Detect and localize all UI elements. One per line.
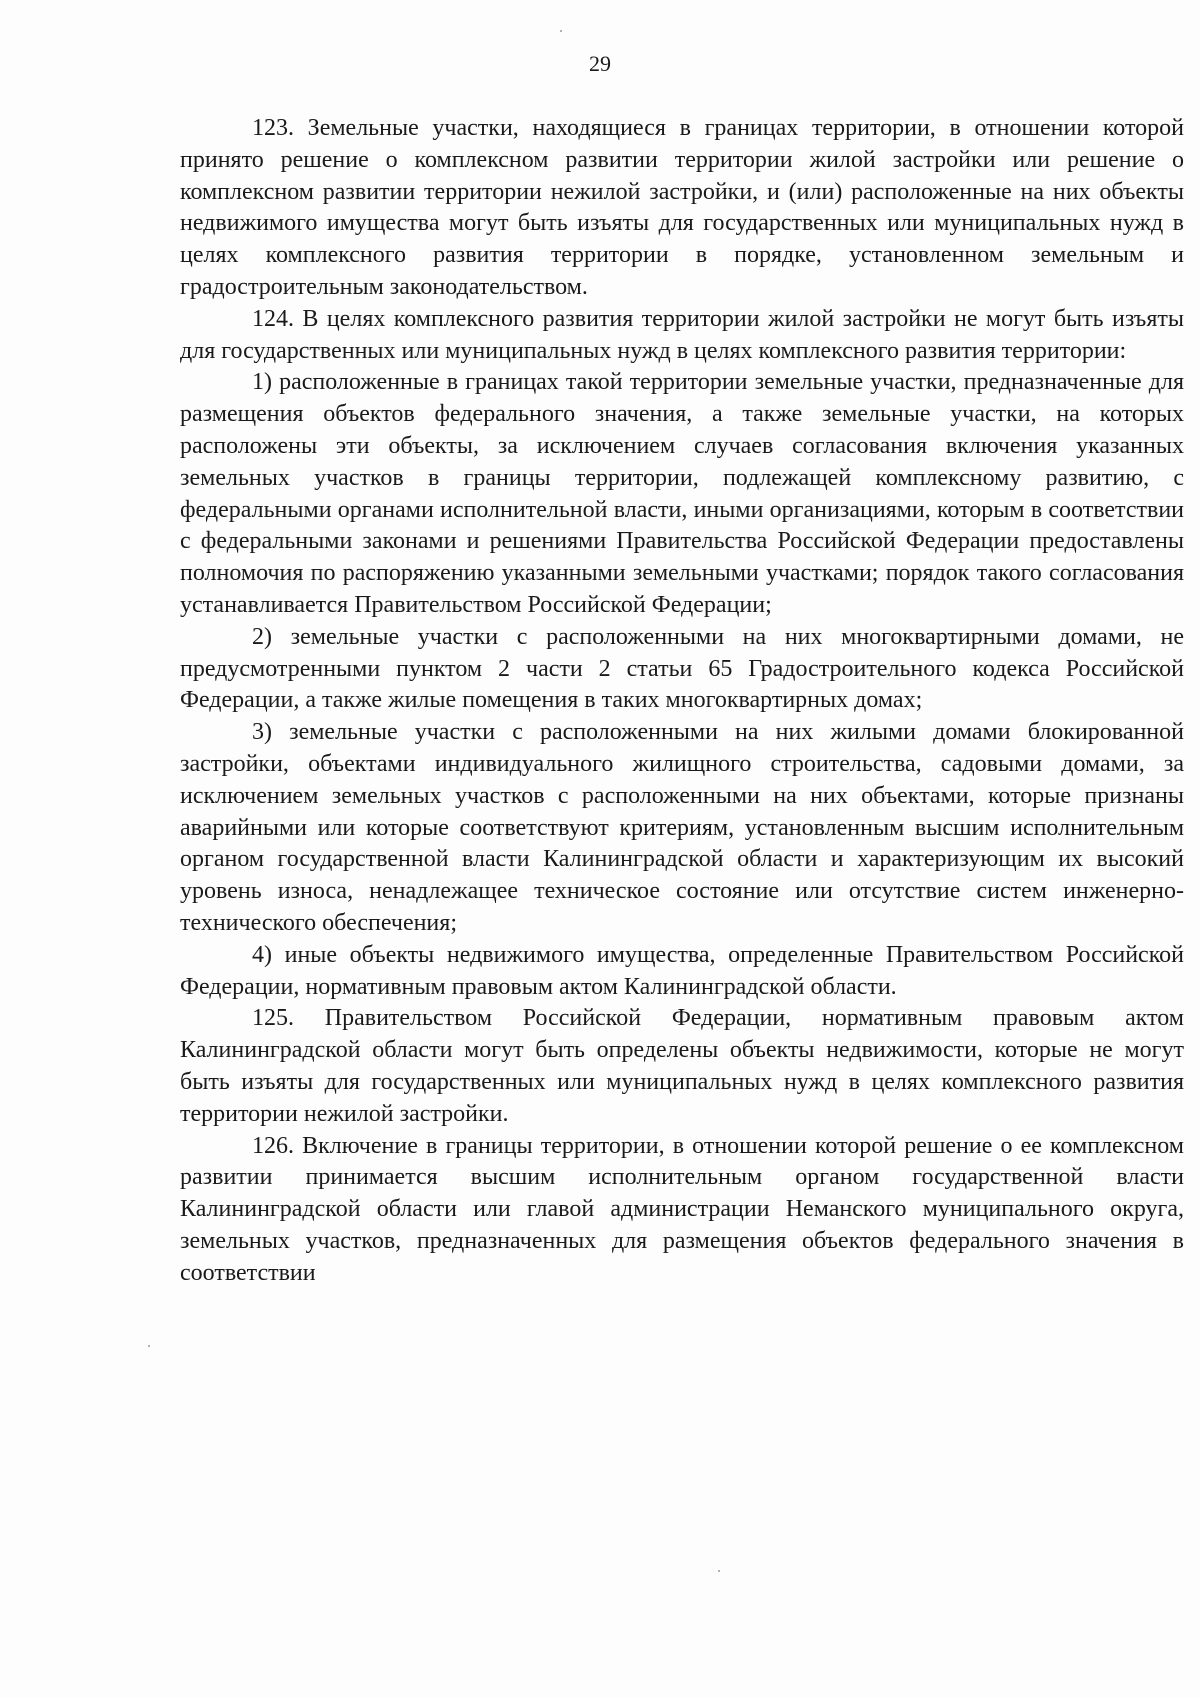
scan-speck (560, 30, 562, 32)
page-number: 29 (589, 51, 611, 76)
document-body (180, 113, 1184, 1289)
list-item-124-3: 3) земельные участки с расположенными на них жилыми домами блокированной застройки, объектами индивидуального жилищного строительства, садовыми домами, за исключением земельных участков с расположенными на них объектами, которые признаны аварийными или которые соответствуют критериям, установленным высшим исполнительным органом государственной власти Калининградской области и характеризующим их высокий уровень износа, ненадлежащее техническое состояние или отсутствие систем инженерно-технического обеспечения; (180, 719, 1184, 936)
list-item-124-1: 1) расположенные в границах такой территории земельные участки, предназначенные для размещения объектов федерального значения, а также земельные участки, на которых расположены эти объекты, за исключением случаев согласования включения указанных земельных участков в границы территории, подлежащей комплексному развитию, с федеральными органами исполнительной власти, иными организациями, которым в соответствии с федеральными законами и решениями Правительства Российской Федерации предоставлены полномочия по распоряжению указанными земельными участками; порядок такого согласования устанавливается Правительством Российской Федерации; (180, 369, 1184, 618)
paragraph-124: 124. В целях комплексного развития территории жилой застройки не могут быть изъяты для государственных или муниципальных нужд в целях комплексного развития территории: (180, 305, 1184, 364)
list-item-124-4: 4) иные объекты недвижимого имущества, определенные Правительством Российской Федерации, нормативным правовым актом Калининградской области. (180, 941, 1184, 1000)
paragraph-125: 125. Правительством Российской Федерации, нормативным правовым актом Калининградской области могут быть определены объекты недвижимости, которые не могут быть изъяты для государственных или муниципальных нужд в целях комплексного развития территории нежилой застройки. (180, 1005, 1184, 1127)
paragraph-123: 123. Земельные участки, находящиеся в границах территории, в отношении которой принято решение о комплексном развитии территории жилой застройки или решение о комплексном развитии территории нежилой застройки, и (или) расположенные на них объекты недвижимого имущества могут быть изъяты для государственных или муниципальных нужд в целях комплексного развития территории в порядке, установленном земельным и градостроительным законодательством. (180, 115, 1184, 300)
paragraph-126: 126. Включение в границы территории, в отношении которой решение о ее комплексном развитии принимается высшим исполнительным органом государственной власти Калининградской области или главой администрации Неманского муниципального округа, земельных участков, предназначенных для размещения объектов федерального значения в соответствии (180, 1132, 1184, 1286)
scan-speck (718, 1570, 720, 1572)
list-item-124-2: 2) земельные участки с расположенными на них многоквартирными домами, не предусмотренными пунктом 2 части 2 статьи 65 Градостроительного кодекса Российской Федерации, а также жилые помещения в таких многоквартирных домах; (180, 623, 1184, 714)
scan-speck (148, 1345, 150, 1347)
